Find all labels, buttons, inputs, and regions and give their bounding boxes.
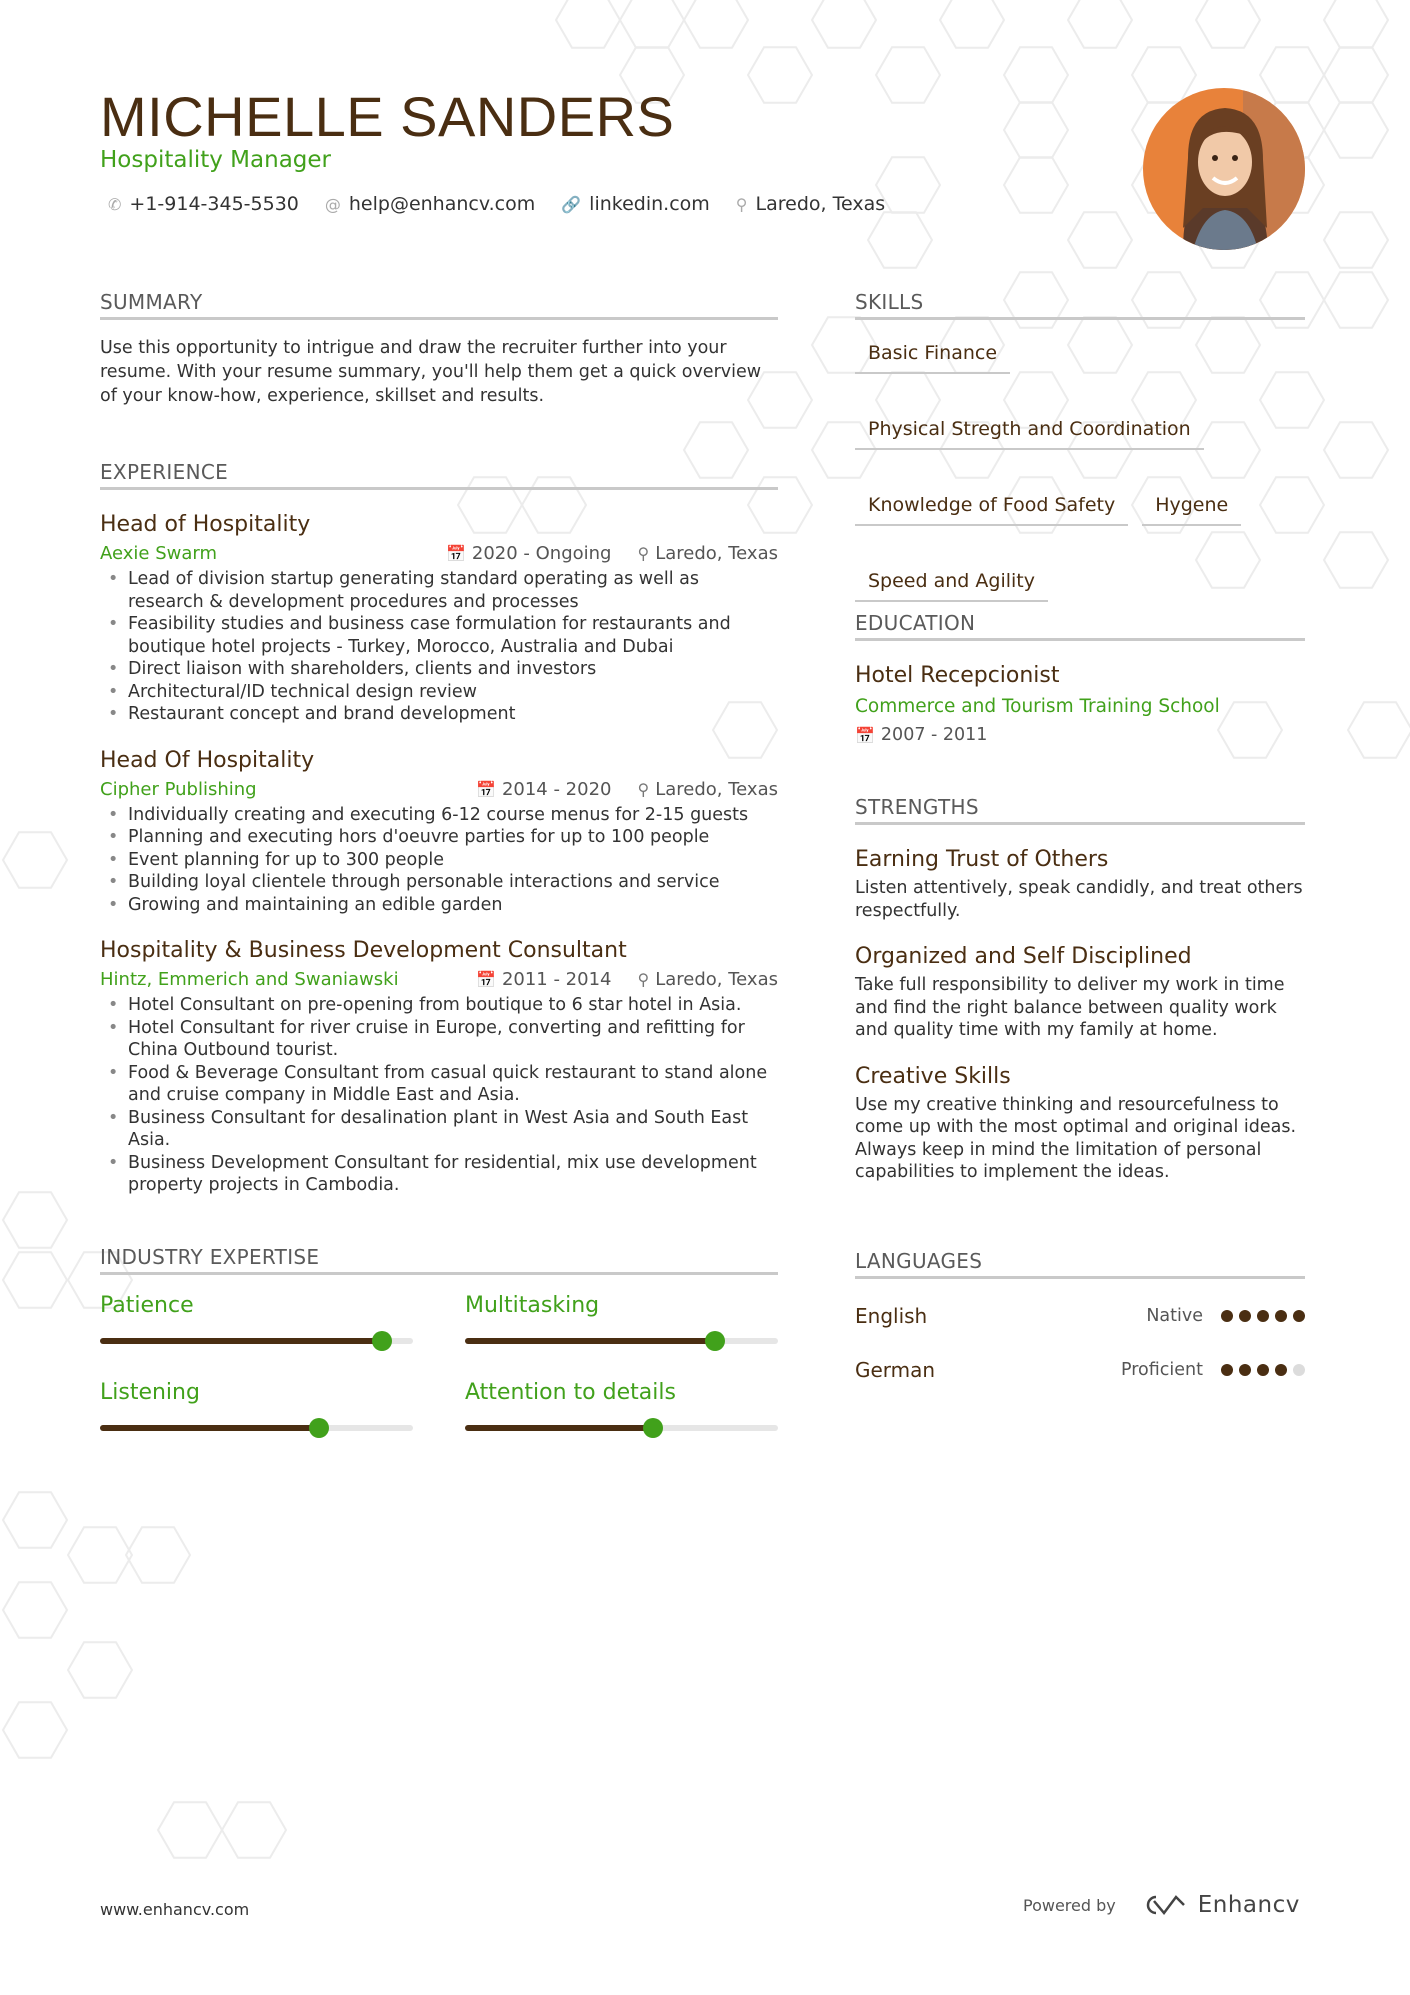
skills-heading: SKILLS [855,290,1305,320]
job-company: Cipher Publishing [100,778,257,800]
contact-location [736,193,885,215]
job-dates: 2011 - 2014 [501,969,612,990]
job-bullet: • Architectural/ID technical design review [128,681,778,704]
language-dots [1221,1310,1305,1322]
language-row [855,1299,1305,1333]
skill-tag: Knowledge of Food Safety [855,490,1128,526]
contact-linkedin-text: linkedin.com [589,193,710,215]
language-dot [1293,1364,1305,1376]
job-location: Laredo, Texas [655,969,778,990]
enhancv-logo-icon [1142,1893,1188,1917]
expertise-bar-knob [643,1418,663,1438]
skill-tag: Basic Finance [855,338,1010,374]
contact-email-text: help@enhancv.com [348,193,536,215]
strength-title: Creative Skills [855,1063,1011,1089]
candidate-name: MICHELLE SANDERS [100,85,675,148]
job-title: Head Of Hospitality [100,747,315,773]
skill-tag: Physical Stregth and Coordination [855,414,1204,450]
language-dots [1221,1364,1305,1376]
strength-description: Take full responsibility to deliver my work in time and find the right balance between quality work and quality time with my family at home. [855,975,1285,1040]
job-bullet: • Hotel Consultant on pre-opening from boutique to 6 star hotel in Asia. [128,994,778,1017]
education-section [855,611,1305,745]
expertise-bar-fill [465,1425,653,1431]
job-bullet: • Hotel Consultant for river cruise in Europe, converting and refitting for China Outbound tourist. [128,1017,778,1062]
expertise-bar-knob [372,1331,392,1351]
summary-text: Use this opportunity to intrigue and draw the recruiter further into your resume. With your resume summary, you'll help them get a quick overview of your know-how, experience, skillset and results. [100,338,762,406]
language-dot [1239,1364,1251,1376]
skills-list [855,338,1305,602]
job-bullet: • Event planning for up to 300 people [128,849,778,872]
calendar-icon: 📅 [476,970,496,989]
expertise-item [100,1293,413,1344]
job-title: Hospitality & Business Development Consultant [100,938,627,963]
expertise-heading: INDUSTRY EXPERTISE [100,1245,778,1275]
job-bullet: • Direct liaison with shareholders, clients and investors [128,658,778,681]
job-bullet: • Feasibility studies and business case formulation for restaurants and boutique hotel projects - Turkey, Morocco, Australia and Dubai [128,613,778,658]
link-icon: 🔗 [561,194,582,214]
expertise-bar [100,1425,413,1431]
strengths-section [855,795,1305,1184]
job-bullets [100,994,778,1197]
language-level: Proficient [1121,1360,1203,1380]
languages-section [855,1249,1305,1387]
contact-location-text: Laredo, Texas [755,193,886,215]
location-pin-icon: ⚲ [637,970,650,989]
expertise-bar [100,1338,413,1344]
strength-item [855,1064,1305,1184]
strength-item [855,847,1305,922]
expertise-grid [100,1293,778,1431]
language-dot [1275,1310,1287,1322]
expertise-bar [465,1338,778,1344]
education-school: Commerce and Tourism Training School [855,696,1220,717]
language-name: German [855,1358,936,1382]
candidate-title: Hospitality Manager [100,147,331,173]
expertise-bar-fill [465,1338,715,1344]
language-dot [1293,1310,1305,1322]
job-bullet: • Building loyal clientele through personable interactions and service [128,871,778,894]
skill-tag: Speed and Agility [855,566,1048,602]
expertise-name: Listening [100,1380,200,1405]
experience-section [100,460,778,1197]
expertise-bar-knob [309,1418,329,1438]
job-location: Laredo, Texas [655,543,778,564]
language-dot [1275,1364,1287,1376]
strength-item [855,944,1305,1042]
enhancv-logo-text: Enhancv [1197,1892,1300,1918]
education-date-row [855,725,1305,745]
phone-icon: ✆ [108,194,122,214]
footer-url[interactable]: www.enhancv.com [100,1900,250,1919]
job-bullet: • Individually creating and executing 6-12 course menus for 2-15 guests [128,804,778,827]
contact-bar [108,193,885,215]
job-bullet: • Restaurant concept and brand development [128,703,778,726]
location-pin-icon: ⚲ [637,779,650,799]
strength-title: Organized and Self Disciplined [855,944,1192,969]
job-entry [100,748,778,917]
job-company: Hintz, Emmerich and Swaniawski [100,969,399,990]
summary-section [100,290,778,408]
job-meta [100,969,778,990]
experience-heading: EXPERIENCE [100,460,778,490]
calendar-icon: 📅 [476,779,496,799]
language-dot [1257,1310,1269,1322]
skills-section [855,290,1305,602]
job-meta [100,543,778,564]
education-degree: Hotel Recepcionist [855,663,1060,688]
expertise-item [465,1380,778,1431]
skill-tag: Hygene [1142,490,1241,526]
expertise-bar-fill [100,1425,319,1431]
enhancv-logo[interactable] [1142,1892,1300,1918]
strength-description: Listen attentively, speak candidly, and treat others respectfully. [855,878,1303,921]
language-level: Native [1146,1306,1203,1326]
strengths-heading: STRENGTHS [855,795,1305,825]
expertise-name: Multitasking [465,1293,600,1318]
job-title: Head of Hospitality [100,512,311,537]
job-bullet: • Planning and executing hors d'oeuvre parties for up to 100 people [128,826,778,849]
language-name: English [855,1304,928,1328]
contact-linkedin[interactable] [561,193,710,215]
expertise-bar [465,1425,778,1431]
job-meta [100,779,778,800]
job-bullets [100,568,778,726]
job-dates: 2014 - 2020 [501,778,612,800]
education-heading: EDUCATION [855,611,1305,641]
job-location: Laredo, Texas [655,778,778,800]
profile-photo [1143,88,1305,250]
languages-heading: LANGUAGES [855,1249,1305,1279]
industry-expertise-section [100,1245,778,1431]
location-icon: ⚲ [735,194,748,214]
job-bullet: • Lead of division startup generating standard operating as well as research & development procedures and processes [128,568,778,613]
language-dot [1257,1364,1269,1376]
job-bullet: • Business Consultant for desalination plant in West Asia and South East Asia. [128,1107,778,1152]
calendar-icon: 📅 [855,725,875,745]
job-bullet: • Growing and maintaining an edible garden [128,894,778,917]
job-entry [100,512,778,726]
expertise-bar-knob [705,1331,725,1351]
footer-branding [1023,1892,1300,1918]
language-dot [1239,1310,1251,1322]
location-pin-icon: ⚲ [637,544,650,563]
job-company: Aexie Swarm [100,543,217,564]
expertise-item [100,1380,413,1431]
calendar-icon: 📅 [445,544,466,563]
job-bullets [100,804,778,917]
summary-heading: SUMMARY [100,290,778,320]
language-dot [1221,1364,1233,1376]
language-row [855,1353,1305,1387]
expertise-bar-fill [100,1338,382,1344]
language-dot [1221,1310,1233,1322]
job-bullet: • Food & Beverage Consultant from casual quick restaurant to stand alone and cruise company in Middle East and Asia. [128,1062,778,1107]
strength-title: Earning Trust of Others [855,847,1109,872]
contact-phone[interactable] [108,193,299,215]
powered-by-label: Powered by [1023,1895,1116,1915]
contact-phone-text: +1-914-345-5530 [129,193,299,215]
at-icon: @ [324,194,341,214]
contact-email[interactable] [325,193,535,215]
expertise-name: Patience [100,1293,194,1318]
job-dates: 2020 - Ongoing [471,543,612,564]
education-dates: 2007 - 2011 [880,725,988,745]
job-bullet: • Business Development Consultant for residential, mix use development property projects in Cambodia. [128,1152,778,1197]
expertise-item [465,1293,778,1344]
expertise-name: Attention to details [465,1380,676,1405]
strength-description: Use my creative thinking and resourcefulness to come up with the most optimal and original ideas. Always keep in mind the limitation of personal capabilities to implement the ideas. [855,1094,1297,1182]
job-entry [100,938,778,1197]
